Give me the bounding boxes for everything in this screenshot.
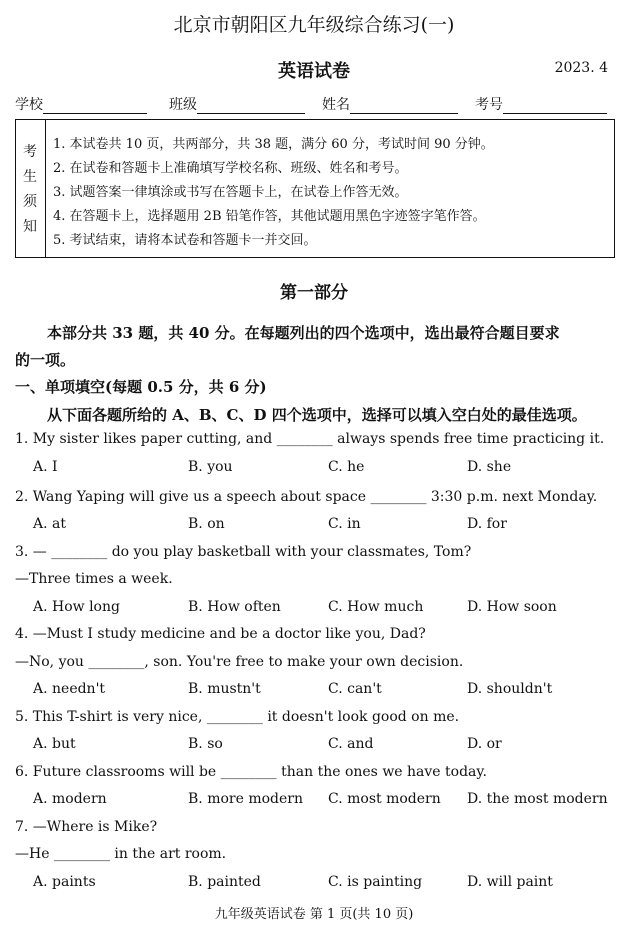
- exam-title: 北京市朝阳区九年级综合练习(一): [173, 14, 455, 36]
- question-stem: 4. —Must I study medicine and be a doctor like you, Dad?: [15, 626, 426, 642]
- question-stem: 5. This T-shirt is very nice, ________ it doesn't look good on me.: [15, 709, 460, 725]
- option-d: D. or: [467, 736, 502, 752]
- fill-blank: [503, 99, 607, 114]
- option-b: B. painted: [188, 874, 261, 890]
- option-b: B. mustn't: [188, 681, 261, 697]
- option-b: B. on: [188, 516, 225, 532]
- question-stem: 7. —Where is Mike?: [15, 819, 158, 835]
- section-title: 一、单项填空(每题 0.5 分，共 6 分): [15, 378, 267, 396]
- option-c: C. How much: [328, 599, 424, 615]
- option-a: A. paints: [33, 874, 96, 890]
- option-c: C. most modern: [328, 791, 441, 807]
- question-stem: 6. Future classrooms will be ________ than the ones we have today.: [15, 764, 487, 780]
- question-dialogue-line: —He ________ in the art room.: [15, 846, 227, 862]
- option-a: A. How long: [33, 599, 120, 615]
- info-field-school: [15, 94, 147, 114]
- option-b: B. How often: [188, 599, 281, 615]
- option-d: D. the most modern: [467, 791, 608, 807]
- option-b: B. more modern: [188, 791, 303, 807]
- notice-side-char: 知: [23, 219, 37, 235]
- option-a: A. modern: [33, 791, 107, 807]
- fill-blank: [43, 99, 147, 114]
- question-stem: 1. My sister likes paper cutting, and ________ always spends free time practicing it.: [15, 431, 605, 447]
- option-c: C. can't: [328, 681, 382, 697]
- notice-item: 3. 试题答案一律填涂或书写在答题卡上，在试卷上作答无效。: [53, 185, 408, 200]
- question-dialogue-line: —No, you ________, son. You're free to make your own decision.: [15, 654, 464, 670]
- notice-side-label: [16, 120, 46, 257]
- exam-subtitle: 英语试卷: [278, 61, 350, 82]
- option-a: A. but: [33, 736, 76, 752]
- option-b: B. so: [188, 736, 223, 752]
- info-label: 班级: [169, 97, 197, 113]
- part-title: 第一部分: [280, 283, 348, 303]
- question-dialogue-line: —Three times a week.: [15, 571, 173, 587]
- notice-item: 5. 考试结束，请将本试卷和答题卡一并交回。: [53, 233, 317, 248]
- fill-blank: [350, 99, 458, 114]
- question-stem: 3. — ________ do you play basketball with your classmates, Tom?: [15, 544, 472, 560]
- option-b: B. you: [188, 459, 233, 475]
- notice-item: 1. 本试卷共 10 页，共两部分，共 38 题，满分 60 分，考试时间 90 分钟。: [53, 137, 494, 152]
- option-a: A. needn't: [33, 681, 106, 697]
- info-label: 学校: [15, 97, 43, 113]
- option-c: C. in: [328, 516, 361, 532]
- exam-date: 2023. 4: [554, 60, 608, 76]
- option-c: C. is painting: [328, 874, 423, 890]
- notice-side-char: 考: [23, 144, 37, 160]
- info-label: 姓名: [322, 97, 350, 113]
- option-d: D. How soon: [467, 599, 557, 615]
- info-field-number: [475, 94, 607, 114]
- option-d: D. she: [467, 459, 512, 475]
- part-intro: 本部分共 33 题，共 40 分。在每题列出的四个选项中，选出最符合题目要求: [47, 324, 560, 342]
- info-field-class: [169, 94, 305, 114]
- notice-item: 2. 在试卷和答题卡上准确填写学校名称、班级、姓名和考号。: [53, 161, 408, 176]
- part-intro-continued: 的一项。: [15, 351, 76, 369]
- option-c: C. and: [328, 736, 374, 752]
- option-d: D. for: [467, 516, 507, 532]
- section-instruction: 从下面各题所给的 A、B、C、D 四个选项中，选择可以填入空白处的最佳选项。: [47, 406, 587, 424]
- notice-side-char: 生: [23, 169, 37, 185]
- info-field-name: [322, 94, 458, 114]
- option-c: C. he: [328, 459, 365, 475]
- option-d: D. shouldn't: [467, 681, 553, 697]
- option-d: D. will paint: [467, 874, 553, 890]
- notice-side-char: 须: [23, 194, 37, 210]
- option-a: A. at: [33, 516, 66, 532]
- question-stem: 2. Wang Yaping will give us a speech about space ________ 3:30 p.m. next Monday.: [15, 489, 598, 505]
- notice-item: 4. 在答题卡上，选择题用 2B 铅笔作答，其他试题用黑色字迹签字笔作答。: [53, 209, 486, 224]
- fill-blank: [197, 99, 305, 114]
- page-footer: 九年级英语试卷 第 1 页(共 10 页): [214, 907, 414, 922]
- option-a: A. I: [33, 459, 58, 475]
- info-label: 考号: [475, 97, 503, 113]
- notice-box: [15, 119, 615, 258]
